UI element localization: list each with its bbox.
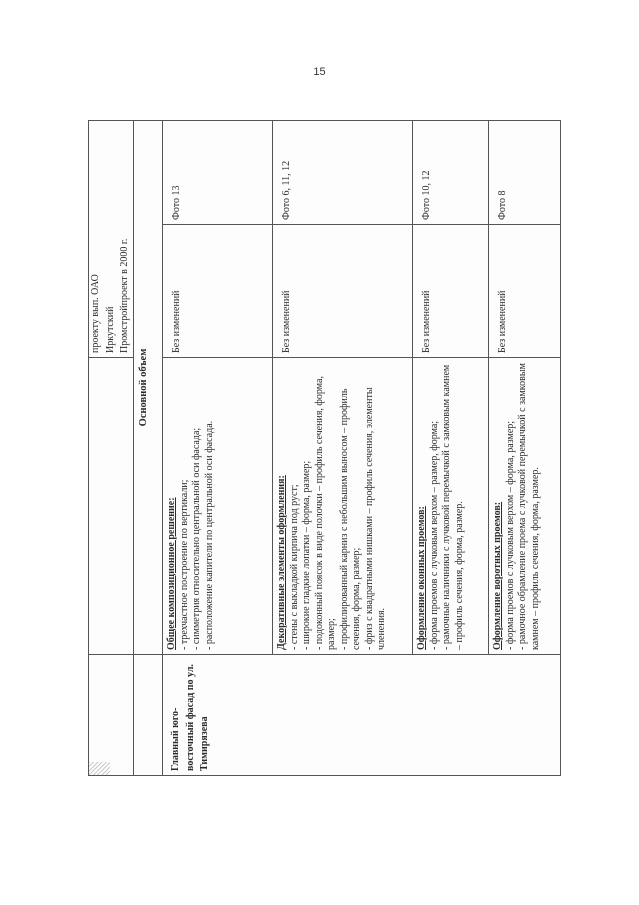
list-item: - трехчастное построение по вертикали; [178, 479, 190, 650]
photo-cell: Фото 6, 11, 12 [273, 120, 413, 224]
description-cell [413, 358, 489, 655]
group-title: Общее композиционное решение: [166, 497, 177, 650]
list-item: - форма проемов с лучковым верхом – размер, форма; [428, 420, 440, 650]
header-note [89, 120, 134, 357]
photo-cell: Фото 10, 12 [413, 120, 489, 224]
status-cell: Без изменений [163, 225, 273, 358]
header-note-line: Иркутский [104, 306, 116, 353]
photo-cell: Фото 8 [489, 120, 561, 224]
header-note-line: Промстройпроект в 2000 г. [119, 238, 130, 353]
section-title: Основной объем [133, 120, 163, 654]
scanned-table-page [88, 121, 561, 776]
status-cell: Без изменений [413, 225, 489, 358]
heritage-table [88, 120, 561, 776]
list-item: - фриз с квадратными нишками – профиль сечения, элементы членения. [363, 387, 387, 650]
element-name: Главный юго-восточный фасад по ул. Тимирязева [163, 655, 561, 776]
list-item: - профилированный карниз с небольшим выносом – профиль сечения, форма, размер; [338, 388, 362, 650]
page-number: 15 [313, 66, 326, 78]
list-item: - подоконный поясок в виде полочки – профиль сечения, форма, размер; [313, 376, 337, 650]
header-note-line: проекту вып. ОАО [90, 274, 101, 353]
list-item: - расположение капители по центральной оси фасада. [203, 420, 215, 650]
list-item: - рамочные наличники с лучковой перемычкой с замковым камнем – профиль сечения, форма, размер. [441, 364, 465, 650]
table-row [163, 120, 273, 775]
list-item: - форма проемов с лучковым верхом – форма, размер; [504, 420, 516, 650]
table-header-row [89, 120, 134, 775]
section-row [133, 120, 163, 775]
photo-cell: Фото 13 [163, 120, 273, 224]
group-title: Декоративные элементы оформления: [276, 475, 287, 650]
list-item: - рамочное обрамление проема с лучковой перемычкой с замковым камнем – профиль сечения, форма, размер. [517, 363, 541, 650]
description-cell [489, 358, 561, 655]
group-title: Оформление оконных проемов: [416, 506, 427, 650]
list-item: - стены с выкладкой кирпича под руст; [288, 484, 300, 650]
list-item: - симметрия относительно центральной оси фасада; [191, 427, 202, 650]
list-item: - широкие гладкие лопатки – форма, размер; [301, 460, 312, 650]
status-cell: Без изменений [273, 225, 413, 358]
description-cell [273, 358, 413, 655]
group-title: Оформление воротных проемов: [492, 501, 503, 650]
description-cell [163, 358, 273, 655]
status-cell: Без изменений [489, 225, 561, 358]
